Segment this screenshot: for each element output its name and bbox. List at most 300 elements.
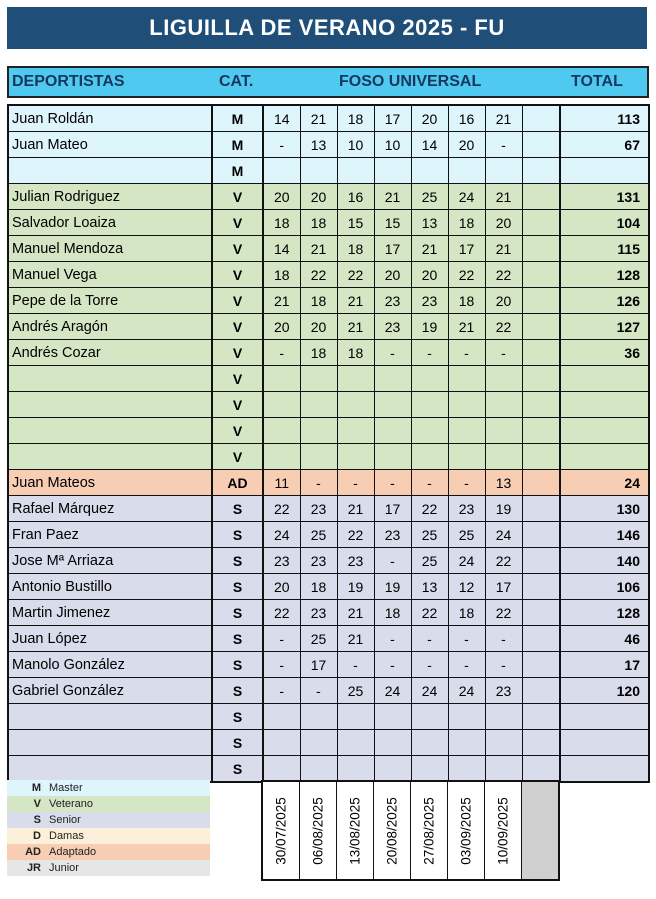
round-date: 13/08/2025 xyxy=(347,796,362,865)
round-score: 22 xyxy=(411,496,448,522)
total-score xyxy=(560,730,649,756)
round-score: - xyxy=(411,652,448,678)
round-score: 21 xyxy=(337,496,374,522)
round-score: 25 xyxy=(300,522,337,548)
round-score: 20 xyxy=(263,184,300,210)
empty-round-cell xyxy=(522,288,560,314)
round-date: 10/09/2025 xyxy=(495,796,510,865)
table-row xyxy=(8,288,649,314)
round-score xyxy=(337,730,374,756)
round-score: 25 xyxy=(411,184,448,210)
category-code: V xyxy=(212,210,263,236)
round-score xyxy=(485,366,522,392)
legend-label: Junior xyxy=(49,862,79,874)
round-score: 19 xyxy=(411,314,448,340)
legend-code: S xyxy=(33,814,41,826)
round-score: 24 xyxy=(411,678,448,704)
round-score: 20 xyxy=(448,132,485,158)
round-score xyxy=(337,704,374,730)
round-score xyxy=(374,158,411,184)
category-code: S xyxy=(212,548,263,574)
table-row xyxy=(8,158,649,184)
table-row xyxy=(8,730,649,756)
category-code: V xyxy=(212,366,263,392)
round-score: 21 xyxy=(448,314,485,340)
athlete-name xyxy=(8,366,212,392)
date-cell xyxy=(373,781,410,880)
round-score: 20 xyxy=(263,314,300,340)
round-score: 20 xyxy=(263,574,300,600)
round-score xyxy=(263,392,300,418)
round-score: 24 xyxy=(485,522,522,548)
category-code: V xyxy=(212,236,263,262)
athlete-name xyxy=(8,444,212,470)
total-score xyxy=(560,418,649,444)
round-score: 25 xyxy=(411,522,448,548)
total-score: 113 xyxy=(560,105,649,132)
round-date: 27/08/2025 xyxy=(421,796,436,865)
round-score xyxy=(374,756,411,783)
category-code: S xyxy=(212,626,263,652)
round-score: 22 xyxy=(485,262,522,288)
round-date: 20/08/2025 xyxy=(384,796,399,865)
round-score: 25 xyxy=(337,678,374,704)
total-score: 130 xyxy=(560,496,649,522)
round-score: 24 xyxy=(448,678,485,704)
round-score: - xyxy=(263,678,300,704)
round-score: 18 xyxy=(300,288,337,314)
total-score xyxy=(560,392,649,418)
round-date: 03/09/2025 xyxy=(458,796,473,865)
round-score xyxy=(448,418,485,444)
round-score xyxy=(411,418,448,444)
round-score: 22 xyxy=(485,600,522,626)
round-score xyxy=(448,756,485,783)
round-score xyxy=(337,756,374,783)
category-code: V xyxy=(212,444,263,470)
legend-label: Master xyxy=(49,782,83,794)
athlete-name: Juan López xyxy=(8,626,212,652)
round-score: 23 xyxy=(300,548,337,574)
round-score: 18 xyxy=(300,574,337,600)
athlete-name: Antonio Bustillo xyxy=(8,574,212,600)
table-row xyxy=(8,210,649,236)
round-score: 23 xyxy=(485,678,522,704)
round-score: 22 xyxy=(448,262,485,288)
round-score: - xyxy=(448,652,485,678)
round-score: - xyxy=(300,470,337,496)
empty-round-cell xyxy=(522,418,560,444)
athlete-name xyxy=(8,730,212,756)
total-score xyxy=(560,366,649,392)
total-score: 115 xyxy=(560,236,649,262)
table-row xyxy=(8,184,649,210)
round-score: 13 xyxy=(485,470,522,496)
round-score: 25 xyxy=(448,522,485,548)
empty-round-cell xyxy=(522,626,560,652)
round-score: 15 xyxy=(337,210,374,236)
round-score xyxy=(448,366,485,392)
table-row xyxy=(8,314,649,340)
round-score xyxy=(263,730,300,756)
round-score: 10 xyxy=(374,132,411,158)
round-score: 13 xyxy=(411,574,448,600)
empty-round-cell xyxy=(522,522,560,548)
round-score: 11 xyxy=(263,470,300,496)
page-title: LIGUILLA DE VERANO 2025 - FU xyxy=(7,7,647,49)
round-score xyxy=(300,158,337,184)
round-score: - xyxy=(263,340,300,366)
round-score xyxy=(263,756,300,783)
round-score: 14 xyxy=(263,236,300,262)
table-row xyxy=(8,262,649,288)
round-score xyxy=(485,444,522,470)
round-score: - xyxy=(374,652,411,678)
table-row xyxy=(8,132,649,158)
round-score: - xyxy=(374,626,411,652)
date-cell xyxy=(484,781,521,880)
legend-item xyxy=(7,796,210,812)
round-score xyxy=(337,392,374,418)
round-score: 25 xyxy=(411,548,448,574)
total-score: 128 xyxy=(560,600,649,626)
round-score xyxy=(300,392,337,418)
category-code: M xyxy=(212,132,263,158)
table-row xyxy=(8,392,649,418)
round-score: - xyxy=(485,626,522,652)
empty-round-cell xyxy=(522,652,560,678)
empty-round-cell xyxy=(522,392,560,418)
round-score: 21 xyxy=(485,105,522,132)
category-code: S xyxy=(212,522,263,548)
empty-round-cell xyxy=(522,574,560,600)
empty-round-cell xyxy=(522,184,560,210)
total-score: 67 xyxy=(560,132,649,158)
total-score: 106 xyxy=(560,574,649,600)
category-code: S xyxy=(212,652,263,678)
round-score: 18 xyxy=(300,210,337,236)
round-score: 22 xyxy=(411,600,448,626)
category-code: S xyxy=(212,574,263,600)
round-score xyxy=(300,444,337,470)
empty-round-cell xyxy=(522,756,560,783)
legend-label: Adaptado xyxy=(49,846,97,858)
category-code: V xyxy=(212,392,263,418)
round-score: 22 xyxy=(263,600,300,626)
athlete-name: Andrés Aragón xyxy=(8,314,212,340)
column-header-bar xyxy=(7,66,649,98)
round-score: 18 xyxy=(263,210,300,236)
round-score: 17 xyxy=(448,236,485,262)
round-score: 22 xyxy=(485,314,522,340)
category-code: M xyxy=(212,105,263,132)
table-row xyxy=(8,444,649,470)
round-score: 17 xyxy=(374,236,411,262)
round-score xyxy=(337,418,374,444)
round-score: 17 xyxy=(485,574,522,600)
empty-round-cell xyxy=(522,340,560,366)
table-row xyxy=(8,470,649,496)
table-row xyxy=(8,340,649,366)
empty-round-cell xyxy=(522,132,560,158)
round-score xyxy=(411,158,448,184)
round-score: 21 xyxy=(263,288,300,314)
athlete-name: Juan Mateo xyxy=(8,132,212,158)
round-score: 19 xyxy=(337,574,374,600)
category-code: S xyxy=(212,600,263,626)
empty-round-cell xyxy=(522,730,560,756)
legend-code: AD xyxy=(25,846,41,858)
category-code: S xyxy=(212,678,263,704)
round-score: 17 xyxy=(374,105,411,132)
round-score: 18 xyxy=(374,600,411,626)
round-score: 20 xyxy=(485,210,522,236)
round-score: 22 xyxy=(337,262,374,288)
category-code: V xyxy=(212,340,263,366)
round-score: 25 xyxy=(300,626,337,652)
athlete-name: Juan Mateos xyxy=(8,470,212,496)
athlete-name: Salvador Loaiza xyxy=(8,210,212,236)
category-code: V xyxy=(212,418,263,444)
total-score: 46 xyxy=(560,626,649,652)
round-score: 23 xyxy=(300,600,337,626)
total-score: 126 xyxy=(560,288,649,314)
round-date: 06/08/2025 xyxy=(310,796,325,865)
legend-item xyxy=(7,860,210,876)
total-score: 146 xyxy=(560,522,649,548)
athlete-name: Julian Rodriguez xyxy=(8,184,212,210)
total-score xyxy=(560,444,649,470)
athlete-name: Andrés Cozar xyxy=(8,340,212,366)
empty-round-cell xyxy=(522,470,560,496)
round-score: 14 xyxy=(263,105,300,132)
round-score: 18 xyxy=(263,262,300,288)
round-score: 23 xyxy=(263,548,300,574)
round-score xyxy=(337,366,374,392)
round-score: 17 xyxy=(374,496,411,522)
round-score: 13 xyxy=(300,132,337,158)
round-score: 21 xyxy=(300,105,337,132)
empty-round-cell xyxy=(522,105,560,132)
round-score: 14 xyxy=(411,132,448,158)
round-score: - xyxy=(300,678,337,704)
round-score xyxy=(411,704,448,730)
round-score: 23 xyxy=(411,288,448,314)
round-score: - xyxy=(263,132,300,158)
round-score: 21 xyxy=(485,236,522,262)
athlete-name: Rafael Márquez xyxy=(8,496,212,522)
round-date: 30/07/2025 xyxy=(273,796,289,865)
round-score: - xyxy=(485,652,522,678)
round-score: 22 xyxy=(485,548,522,574)
round-score: 10 xyxy=(337,132,374,158)
legend-label: Damas xyxy=(49,830,84,842)
empty-round-cell xyxy=(522,314,560,340)
round-score: 20 xyxy=(411,105,448,132)
table-row xyxy=(8,522,649,548)
round-score xyxy=(374,392,411,418)
category-code: S xyxy=(212,704,263,730)
round-score: - xyxy=(411,626,448,652)
category-code: V xyxy=(212,288,263,314)
round-score xyxy=(374,730,411,756)
legend-code: M xyxy=(31,782,41,794)
round-score: 18 xyxy=(337,105,374,132)
round-score: 18 xyxy=(448,210,485,236)
round-score xyxy=(374,366,411,392)
round-score: - xyxy=(374,548,411,574)
empty-round-cell xyxy=(522,158,560,184)
empty-round-cell xyxy=(522,236,560,262)
round-score xyxy=(411,756,448,783)
table-row xyxy=(8,600,649,626)
legend-item xyxy=(7,828,210,844)
table-row xyxy=(8,652,649,678)
round-score: - xyxy=(448,470,485,496)
round-score: - xyxy=(263,652,300,678)
round-score xyxy=(337,158,374,184)
athlete-name: Martin Jimenez xyxy=(8,600,212,626)
date-cell xyxy=(410,781,447,880)
empty-round-cell xyxy=(522,548,560,574)
round-score xyxy=(300,730,337,756)
round-score: 18 xyxy=(448,288,485,314)
round-score xyxy=(337,444,374,470)
round-score: - xyxy=(485,340,522,366)
round-score: - xyxy=(337,470,374,496)
round-score: 21 xyxy=(337,314,374,340)
header-event: FOSO UNIVERSAL xyxy=(339,73,482,90)
round-score xyxy=(411,392,448,418)
athlete-name: Pepe de la Torre xyxy=(8,288,212,314)
round-score xyxy=(263,158,300,184)
round-score: 23 xyxy=(374,522,411,548)
table-row xyxy=(8,418,649,444)
round-score: 20 xyxy=(411,262,448,288)
score-table xyxy=(7,104,650,783)
athlete-name: Gabriel González xyxy=(8,678,212,704)
round-score: 19 xyxy=(374,574,411,600)
table-row xyxy=(8,496,649,522)
round-score: 20 xyxy=(300,314,337,340)
round-score xyxy=(448,158,485,184)
date-cell xyxy=(447,781,484,880)
round-score: 19 xyxy=(485,496,522,522)
legend-item xyxy=(7,844,210,860)
round-score xyxy=(300,366,337,392)
round-score xyxy=(374,704,411,730)
category-legend xyxy=(7,780,210,876)
round-score xyxy=(448,730,485,756)
round-score: 21 xyxy=(411,236,448,262)
round-score: 12 xyxy=(448,574,485,600)
round-score: 17 xyxy=(300,652,337,678)
round-score: 21 xyxy=(374,184,411,210)
round-score: 23 xyxy=(448,496,485,522)
round-score xyxy=(485,418,522,444)
round-score: 18 xyxy=(337,340,374,366)
total-score xyxy=(560,756,649,783)
round-score xyxy=(263,418,300,444)
round-score: 20 xyxy=(485,288,522,314)
round-score: 20 xyxy=(300,184,337,210)
round-score: 18 xyxy=(337,236,374,262)
round-score: 22 xyxy=(337,522,374,548)
date-cell xyxy=(299,781,336,880)
total-score xyxy=(560,158,649,184)
total-score xyxy=(560,704,649,730)
round-score: 18 xyxy=(448,600,485,626)
round-score: - xyxy=(448,340,485,366)
round-score: - xyxy=(411,470,448,496)
round-score: 24 xyxy=(448,184,485,210)
round-score xyxy=(485,158,522,184)
round-score xyxy=(263,444,300,470)
round-score xyxy=(411,444,448,470)
empty-round-cell xyxy=(522,262,560,288)
round-score: 21 xyxy=(337,288,374,314)
round-score: 21 xyxy=(300,236,337,262)
legend-item xyxy=(7,780,210,796)
round-score xyxy=(263,366,300,392)
round-score: 13 xyxy=(411,210,448,236)
total-score: 127 xyxy=(560,314,649,340)
round-score xyxy=(411,366,448,392)
round-score xyxy=(374,418,411,444)
header-deportistas: DEPORTISTAS xyxy=(12,73,125,90)
round-score: - xyxy=(411,340,448,366)
total-score: 24 xyxy=(560,470,649,496)
athlete-name xyxy=(8,392,212,418)
athlete-name: Manuel Mendoza xyxy=(8,236,212,262)
category-code: V xyxy=(212,262,263,288)
category-code: V xyxy=(212,314,263,340)
empty-round-cell xyxy=(522,704,560,730)
round-score xyxy=(485,730,522,756)
round-dates xyxy=(261,780,560,881)
athlete-name xyxy=(8,704,212,730)
total-score: 17 xyxy=(560,652,649,678)
athlete-name: Juan Roldán xyxy=(8,105,212,132)
category-code: M xyxy=(212,158,263,184)
table-row xyxy=(8,678,649,704)
athlete-name: Manolo González xyxy=(8,652,212,678)
round-score xyxy=(411,730,448,756)
category-code: S xyxy=(212,730,263,756)
round-score: - xyxy=(263,626,300,652)
date-cell xyxy=(262,781,299,880)
table-row xyxy=(8,626,649,652)
round-score: 23 xyxy=(374,288,411,314)
table-row xyxy=(8,574,649,600)
legend-code: V xyxy=(33,798,41,810)
round-score: 21 xyxy=(337,626,374,652)
round-score: - xyxy=(337,652,374,678)
round-score xyxy=(485,756,522,783)
round-score xyxy=(300,756,337,783)
header-total: TOTAL xyxy=(571,73,623,90)
round-score: 18 xyxy=(300,340,337,366)
table-row xyxy=(8,105,649,132)
round-score: - xyxy=(448,626,485,652)
round-score: 24 xyxy=(263,522,300,548)
round-score: 23 xyxy=(337,548,374,574)
athlete-name: Fran Paez xyxy=(8,522,212,548)
category-code: V xyxy=(212,184,263,210)
total-score: 120 xyxy=(560,678,649,704)
empty-round-cell xyxy=(522,496,560,522)
category-code: S xyxy=(212,496,263,522)
